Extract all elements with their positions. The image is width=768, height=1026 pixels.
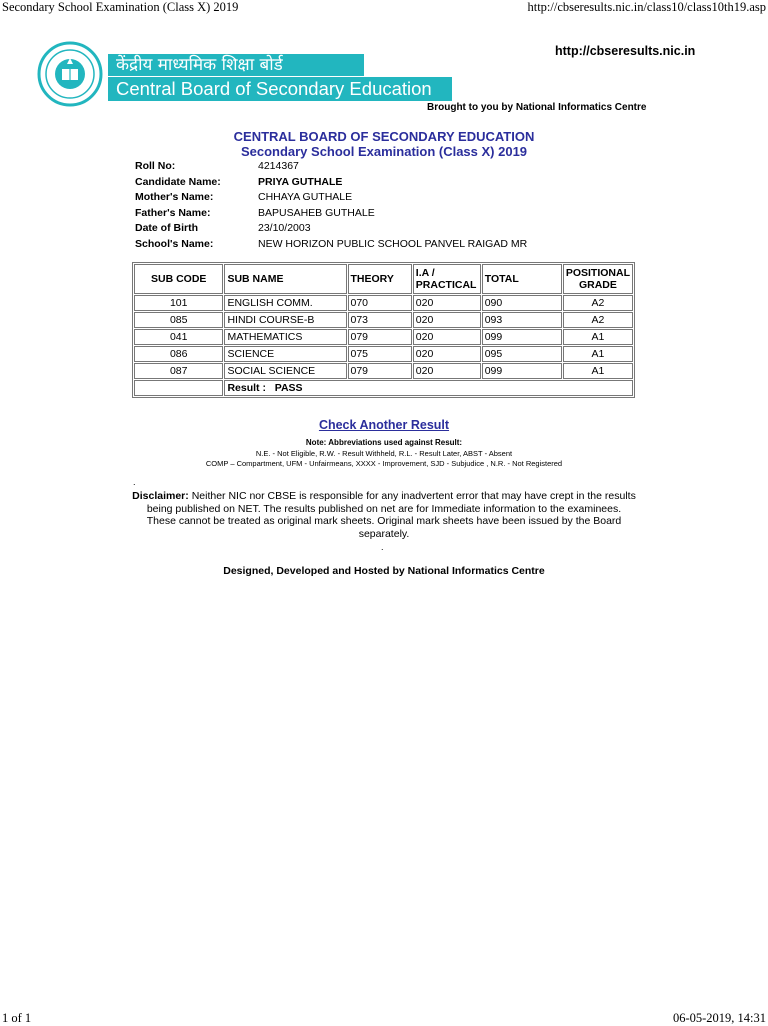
- table-row: [134, 295, 633, 311]
- cell-theory: 070: [348, 295, 412, 311]
- result-cell: [224, 380, 633, 396]
- table-row: [134, 329, 633, 345]
- info-label: Date of Birth: [135, 222, 198, 235]
- header-ia-line2: PRACTICAL: [415, 279, 477, 291]
- pdf-footer-datetime: 06-05-2019, 14:31: [672, 1011, 766, 1025]
- brought-by-text: Brought to you by National Informatics Centre: [427, 102, 647, 113]
- cell-total: 093: [482, 312, 562, 328]
- cell-total: 099: [482, 363, 562, 379]
- pdf-footer-page: 1 of 1: [2, 1011, 32, 1025]
- pdf-header-url: http://cbseresults.nic.in/class10/class10th19.asp: [527, 0, 766, 14]
- table-header-row: [134, 264, 633, 294]
- cell-sub-code: 101: [134, 295, 223, 311]
- cell-theory: 079: [348, 329, 412, 345]
- cell-total: 099: [482, 329, 562, 345]
- cell-theory: 075: [348, 346, 412, 362]
- result-row: [134, 380, 633, 396]
- cell-ia: 020: [413, 312, 481, 328]
- banner-english-name: Central Board of Secondary Education: [108, 77, 452, 101]
- info-label: Mother's Name:: [135, 191, 214, 204]
- cell-grade: A1: [563, 346, 633, 362]
- site-url-link[interactable]: http://cbseresults.nic.in: [555, 44, 696, 58]
- cell-ia: 020: [413, 346, 481, 362]
- result-blank-cell: [134, 380, 223, 396]
- note-line-2: COMP – Compartment, UFM - Unfairmeans, XXXX - Improvement, SJD - Subjudice , N.R. - Not Registered: [205, 459, 563, 468]
- cell-grade: A1: [563, 329, 633, 345]
- info-label: Father's Name:: [135, 206, 211, 219]
- header-ia-line1: I.A /: [415, 267, 435, 279]
- cell-total: 090: [482, 295, 562, 311]
- cell-sub-name: HINDI COURSE-B: [224, 312, 346, 328]
- cell-sub-code: 087: [134, 363, 223, 379]
- info-label: Roll No:: [135, 160, 176, 172]
- separator-dot: .: [133, 477, 136, 487]
- info-label: Candidate Name:: [135, 175, 221, 188]
- note-line-1: N.E. - Not Eligible, R.W. - Result Withheld, R.L. - Result Later, ABST - Absent: [255, 449, 513, 458]
- banner-hindi-name: केंद्रीय माध्यमिक शिक्षा बोर्ड: [108, 54, 364, 76]
- exam-title: Secondary School Examination (Class X) 2019: [240, 144, 528, 159]
- disclaimer-text: Neither NIC nor CBSE is responsible for any inadvertent error that may have crept in the results being published on NET. The results published on net are for Immediate information to the examinees. These cannot be treated as original mark sheets. Original mark sheets have been issued by the Board separately.: [146, 490, 636, 540]
- pdf-header-title: Secondary School Examination (Class X) 2019: [2, 0, 239, 14]
- cell-total: 095: [482, 346, 562, 362]
- table-row: [134, 346, 633, 362]
- info-value: 4214367: [258, 160, 299, 172]
- result-value: PASS: [274, 382, 303, 394]
- table-row: [134, 312, 633, 328]
- info-label: School's Name:: [135, 237, 214, 250]
- cell-sub-name: SOCIAL SCIENCE: [224, 363, 346, 379]
- cell-ia: 020: [413, 329, 481, 345]
- header-sub-code: SUB CODE: [134, 264, 223, 294]
- cbse-emblem-icon: [36, 40, 104, 108]
- cell-sub-code: 041: [134, 329, 223, 345]
- cell-grade: A2: [563, 295, 633, 311]
- cell-theory: 079: [348, 363, 412, 379]
- info-value: CHHAYA GUTHALE: [258, 191, 353, 204]
- marks-table: [132, 262, 635, 398]
- disclaimer: [132, 490, 636, 540]
- info-value: BAPUSAHEB GUTHALE: [258, 206, 375, 219]
- info-value: 23/10/2003: [258, 222, 311, 235]
- header-theory: THEORY: [348, 264, 412, 294]
- header-grade-line1: POSITIONAL: [565, 267, 630, 279]
- header-ia-practical: [413, 264, 481, 294]
- cell-grade: A1: [563, 363, 633, 379]
- cell-sub-code: 086: [134, 346, 223, 362]
- disclaimer-label: Disclaimer:: [132, 490, 189, 502]
- cell-sub-code: 085: [134, 312, 223, 328]
- header-total: TOTAL: [482, 264, 562, 294]
- cell-grade: A2: [563, 312, 633, 328]
- header-grade-line2: GRADE: [578, 279, 617, 291]
- header-positional-grade: [563, 264, 633, 294]
- cell-ia: 020: [413, 295, 481, 311]
- separator-dot: .: [381, 542, 384, 552]
- info-value: NEW HORIZON PUBLIC SCHOOL PANVEL RAIGAD MR: [258, 237, 528, 250]
- cell-sub-name: SCIENCE: [224, 346, 346, 362]
- check-another-result-link[interactable]: Check Another Result: [318, 418, 450, 432]
- cell-theory: 073: [348, 312, 412, 328]
- note-title: Note: Abbreviations used against Result:: [305, 438, 463, 447]
- result-label: Result :: [227, 382, 266, 394]
- cell-sub-name: MATHEMATICS: [224, 329, 346, 345]
- cell-sub-name: ENGLISH COMM.: [224, 295, 346, 311]
- info-value: PRIYA GUTHALE: [258, 175, 343, 188]
- designed-by-text: Designed, Developed and Hosted by National Informatics Centre: [223, 565, 545, 577]
- cell-ia: 020: [413, 363, 481, 379]
- board-title: CENTRAL BOARD OF SECONDARY EDUCATION: [233, 129, 535, 144]
- header-sub-name: SUB NAME: [224, 264, 346, 294]
- table-row: [134, 363, 633, 379]
